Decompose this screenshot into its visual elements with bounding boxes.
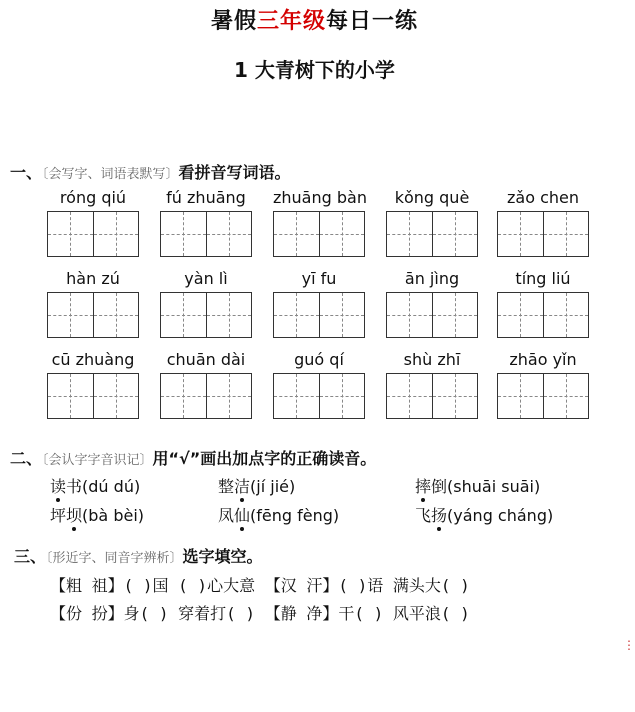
word-item: [160, 349, 252, 419]
tianzige-cell[interactable]: [274, 212, 319, 256]
tianzige-cell[interactable]: [543, 212, 589, 256]
dotted-char: 读: [50, 474, 66, 497]
tianzige-cell[interactable]: [48, 212, 93, 256]
tianzige-cell[interactable]: [274, 374, 319, 418]
word-item: [386, 349, 478, 419]
tianzige-cell[interactable]: [387, 293, 432, 337]
writing-boxes[interactable]: [497, 211, 589, 257]
tianzige-cell[interactable]: [93, 374, 139, 418]
tianzige-cell[interactable]: [319, 293, 365, 337]
tianzige-cell[interactable]: [48, 374, 93, 418]
pinyin-label: guó qí: [294, 350, 344, 369]
tianzige-cell[interactable]: [161, 374, 206, 418]
section3-heading: 三、〔形近字、同音字辨析〕选字填空。: [14, 547, 263, 566]
tianzige-cell[interactable]: [432, 374, 478, 418]
reading-item[interactable]: [50, 474, 140, 497]
writing-boxes[interactable]: [160, 211, 252, 257]
word-item: [386, 268, 478, 338]
pinyin-options[interactable]: (fēng fèng): [250, 506, 340, 525]
pinyin-label: zhuāng bàn: [273, 188, 367, 207]
edge-mark-icon: ⋮: [623, 638, 635, 652]
tianzige-cell[interactable]: [206, 293, 252, 337]
tianzige-cell[interactable]: [206, 374, 252, 418]
word-item: [273, 187, 365, 257]
word-item: [386, 187, 478, 257]
pinyin-label: hàn zú: [66, 269, 120, 288]
tianzige-cell[interactable]: [274, 293, 319, 337]
dotted-char: 坝: [66, 503, 82, 526]
pinyin-label: yàn lì: [184, 269, 228, 288]
pinyin-options[interactable]: (shuāi suāi): [447, 477, 541, 496]
tianzige-cell[interactable]: [161, 212, 206, 256]
writing-boxes[interactable]: [47, 292, 139, 338]
writing-boxes[interactable]: [160, 373, 252, 419]
tianzige-cell[interactable]: [93, 212, 139, 256]
tianzige-cell[interactable]: [432, 293, 478, 337]
reading-item[interactable]: [415, 474, 540, 497]
dotted-char: 摔: [415, 474, 431, 497]
word-item: [160, 268, 252, 338]
reading-item[interactable]: [218, 474, 295, 497]
word-char: 坪: [50, 506, 67, 525]
pinyin-label: róng qiú: [59, 188, 127, 207]
pinyin-label: fú zhuāng: [166, 188, 246, 207]
tianzige-cell[interactable]: [319, 374, 365, 418]
pinyin-label: kǒng què: [394, 188, 470, 207]
tianzige-cell[interactable]: [543, 293, 589, 337]
tianzige-cell[interactable]: [498, 374, 543, 418]
pinyin-label: ān jìng: [404, 269, 460, 288]
word-item: [497, 349, 589, 419]
pinyin-label: tíng liú: [515, 269, 571, 288]
word-item: [497, 268, 589, 338]
pinyin-label: yī fu: [301, 269, 337, 288]
word-char: 飞: [415, 506, 432, 525]
page-title: 暑假三年级每日一练: [210, 9, 419, 34]
pinyin-options[interactable]: (yáng cháng): [447, 506, 554, 525]
tianzige-cell[interactable]: [319, 212, 365, 256]
tianzige-cell[interactable]: [161, 293, 206, 337]
writing-boxes[interactable]: [47, 373, 139, 419]
writing-boxes[interactable]: [160, 292, 252, 338]
fill-blank-line-2[interactable]: 【份 扮】身( ) 穿着打( ) 【静 净】干( ) 风平浪( ): [50, 604, 470, 623]
word-item: [497, 187, 589, 257]
word-item: [47, 349, 139, 419]
pinyin-label: shù zhī: [403, 350, 461, 369]
reading-item[interactable]: [50, 503, 144, 526]
writing-boxes[interactable]: [497, 292, 589, 338]
word-item: [273, 268, 365, 338]
lesson-title: 1 大青树下的小学: [234, 58, 395, 82]
word-item: [273, 349, 365, 419]
word-item: [47, 187, 139, 257]
tianzige-cell[interactable]: [206, 212, 252, 256]
tianzige-cell[interactable]: [432, 212, 478, 256]
writing-boxes[interactable]: [273, 292, 365, 338]
writing-boxes[interactable]: [386, 292, 478, 338]
pinyin-label: zhāo yǐn: [509, 350, 577, 369]
section2-heading: 二、〔会认字字音识记〕用“√”画出加点字的正确读音。: [10, 449, 377, 468]
word-char: 倒: [431, 477, 448, 496]
pinyin-options[interactable]: (bà bèi): [82, 506, 145, 525]
tianzige-cell[interactable]: [543, 374, 589, 418]
tianzige-cell[interactable]: [93, 293, 139, 337]
dotted-char: 扬: [431, 503, 447, 526]
reading-item[interactable]: [415, 503, 553, 526]
pinyin-label: chuān dài: [166, 350, 246, 369]
pinyin-options[interactable]: (jí jié): [250, 477, 296, 496]
pinyin-options[interactable]: (dú dú): [82, 477, 141, 496]
writing-boxes[interactable]: [47, 211, 139, 257]
writing-boxes[interactable]: [273, 211, 365, 257]
writing-boxes[interactable]: [386, 373, 478, 419]
dotted-char: 仙: [234, 503, 250, 526]
word-char: 书: [66, 477, 83, 496]
writing-boxes[interactable]: [386, 211, 478, 257]
word-char: 凤: [218, 506, 235, 525]
reading-item[interactable]: [218, 503, 339, 526]
word-char: 整: [218, 477, 235, 496]
word-item: [160, 187, 252, 257]
tianzige-cell[interactable]: [387, 212, 432, 256]
writing-boxes[interactable]: [273, 373, 365, 419]
tianzige-cell[interactable]: [498, 293, 543, 337]
pinyin-label: zǎo chen: [507, 188, 579, 207]
fill-blank-line-1[interactable]: 【粗 祖】( )国 ( )心大意 【汉 汗】( )语 满头大( ): [50, 576, 470, 595]
writing-boxes[interactable]: [497, 373, 589, 419]
tianzige-cell[interactable]: [48, 293, 93, 337]
section1-heading: 一、〔会写字、词语表默写〕看拼音写词语。: [10, 163, 291, 182]
tianzige-cell[interactable]: [498, 212, 543, 256]
pinyin-label: cū zhuàng: [51, 350, 135, 369]
tianzige-cell[interactable]: [387, 374, 432, 418]
word-item: [47, 268, 139, 338]
dotted-char: 洁: [234, 474, 250, 497]
